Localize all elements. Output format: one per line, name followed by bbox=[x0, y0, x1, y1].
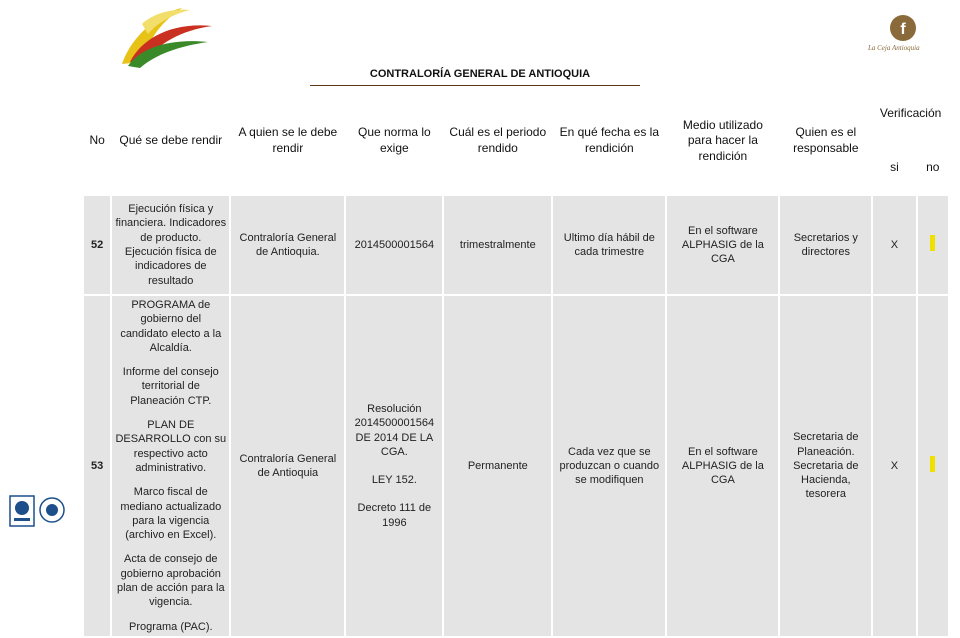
table-row-53 bbox=[84, 296, 948, 636]
header-medio: Medio utilizado para hacer la rendición bbox=[667, 88, 778, 194]
header-norma: Que norma lo exige bbox=[346, 88, 442, 194]
cell-que: Ejecución física y financiera. Indicadores de producto. Ejecución física de indicadores de resultado bbox=[112, 196, 229, 294]
cell-si: X bbox=[873, 196, 915, 294]
certification-badges-icon bbox=[2, 494, 70, 530]
cell-periodo: trimestralmente bbox=[444, 196, 551, 294]
header-periodo: Cuál es el periodo rendido bbox=[444, 88, 551, 194]
cell-aquien: Contraloría General de Antioquia bbox=[231, 296, 344, 636]
que-item: Programa (PAC). bbox=[129, 620, 213, 633]
cell-aquien: Contraloría General de Antioquia. bbox=[231, 196, 344, 294]
que-item: Informe del consejo territorial de Planeación CTP. bbox=[122, 366, 219, 407]
page-title: CONTRALORÍA GENERAL DE ANTIOQUIA bbox=[369, 68, 591, 80]
table-row-52 bbox=[84, 196, 948, 294]
cell-si: X bbox=[873, 296, 915, 636]
cell-medio: En el software ALPHASIG de la CGA bbox=[667, 196, 778, 294]
norma-line: Decreto 111 de 1996 bbox=[357, 502, 432, 529]
header-no: No bbox=[84, 88, 110, 194]
cell-responsable: Secretarios y directores bbox=[780, 196, 871, 294]
header-aquien: A quien se le debe rendir bbox=[231, 88, 344, 194]
cell-norma: 2014500001564 bbox=[346, 196, 442, 294]
la-ceja-logo-icon bbox=[112, 4, 222, 70]
highlight-mark bbox=[930, 456, 935, 472]
que-item: PLAN DE DESARROLLO con su respectivo acto administrativo. bbox=[115, 419, 227, 474]
header-que: Qué se debe rendir bbox=[112, 88, 229, 194]
cell-no bbox=[918, 296, 948, 636]
cell-no bbox=[918, 196, 948, 294]
row-number: 53 bbox=[84, 296, 110, 636]
cell-fecha: Cada vez que se produzcan o cuando se modifiquen bbox=[553, 296, 665, 636]
cell-norma bbox=[346, 296, 442, 636]
norma-line: LEY 152. bbox=[371, 474, 417, 487]
cell-fecha: Ultimo día hábil de cada trimestre bbox=[553, 196, 665, 294]
facebook-icon[interactable] bbox=[889, 14, 917, 42]
brand-caption: La Ceja Antioquia bbox=[868, 44, 920, 52]
highlight-mark bbox=[930, 235, 935, 251]
rendition-table bbox=[82, 86, 950, 638]
norma-line: Resolución 2014500001564 DE 2014 DE LA CGA. bbox=[354, 402, 435, 458]
header-fecha: En qué fecha es la rendición bbox=[553, 88, 665, 194]
cell-periodo: Permanente bbox=[444, 296, 551, 636]
que-item: PROGRAMA de gobierno del candidato electo a la Alcaldía. bbox=[120, 299, 222, 354]
que-item: Acta de consejo de gobierno aprobación plan de acción para la vigencia. bbox=[116, 553, 225, 609]
row-number: 52 bbox=[84, 196, 110, 294]
que-item: Marco fiscal de mediano actualizado para la vigencia (archivo en Excel). bbox=[120, 486, 222, 542]
header-verificacion: Verificación bbox=[873, 88, 948, 140]
cell-que-list bbox=[112, 296, 229, 636]
header-no-col: no bbox=[918, 142, 948, 194]
header-si: si bbox=[873, 142, 915, 194]
cell-responsable: Secretaria de Planeación. Secretaria de Hacienda, tesorera bbox=[780, 296, 871, 636]
cell-medio: En el software ALPHASIG de la CGA bbox=[667, 296, 778, 636]
header-responsable: Quien es el responsable bbox=[780, 88, 871, 194]
svg-text:f: f bbox=[900, 21, 906, 38]
